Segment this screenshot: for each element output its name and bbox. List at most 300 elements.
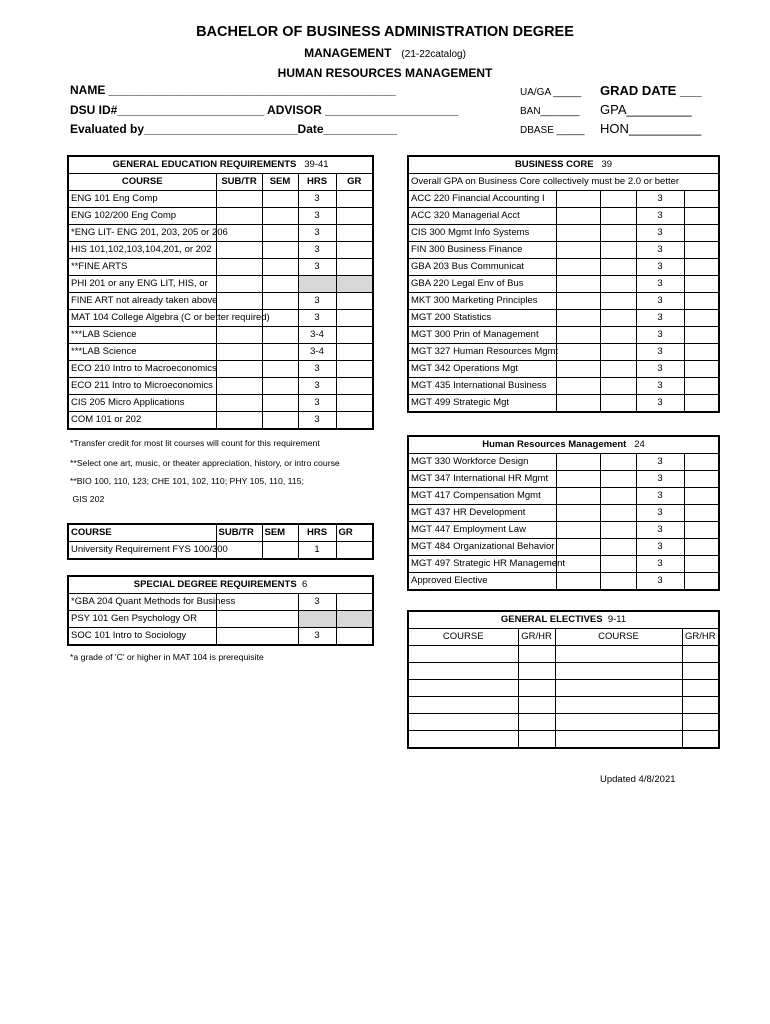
table-row xyxy=(408,454,719,471)
table-row xyxy=(408,395,719,413)
gr-cell[interactable] xyxy=(336,310,373,327)
course-name: MGT 417 Compensation Mgmt xyxy=(408,488,556,505)
sem-cell[interactable] xyxy=(262,412,298,430)
hrs-cell: 1 xyxy=(298,542,336,560)
gr-cell[interactable] xyxy=(684,225,719,242)
elective-course-cell[interactable] xyxy=(408,731,518,749)
gr-cell[interactable] xyxy=(684,344,719,361)
gr-cell[interactable] xyxy=(684,471,719,488)
course-name: MGT 347 International HR Mgmt xyxy=(408,471,556,488)
hrm-title: Human Resources Management xyxy=(482,439,627,450)
table-row xyxy=(408,259,719,276)
hrs-cell: 3 xyxy=(636,191,684,208)
hrs-cell: 3 xyxy=(636,488,684,505)
sem-cell[interactable] xyxy=(600,208,636,225)
course-name: MGT 327 Human Resources Mgmt xyxy=(408,344,556,361)
table-row xyxy=(408,697,719,714)
gr-cell[interactable] xyxy=(336,378,373,395)
subtr-cell[interactable] xyxy=(216,611,298,628)
course-name: ***LAB Science xyxy=(68,327,216,344)
gr-cell[interactable] xyxy=(684,395,719,413)
course-name: MGT 435 International Business xyxy=(408,378,556,395)
sem-cell[interactable] xyxy=(600,191,636,208)
sem-cell[interactable] xyxy=(600,276,636,293)
table-row xyxy=(68,594,373,611)
table-row xyxy=(68,191,373,208)
course-name: MGT 499 Strategic Mgt xyxy=(408,395,556,413)
evaluated-date-field[interactable]: Evaluated by_______________________Date___________ xyxy=(70,122,397,136)
subtr-cell[interactable] xyxy=(556,344,600,361)
gr-cell[interactable] xyxy=(684,310,719,327)
table-row xyxy=(68,310,373,327)
table-row xyxy=(68,225,373,242)
electives-header xyxy=(408,611,719,629)
table-row xyxy=(68,361,373,378)
sem-cell[interactable] xyxy=(262,378,298,395)
gen-ed-note: GIS 202 xyxy=(70,494,105,504)
subtr-cell[interactable] xyxy=(556,259,600,276)
sem-cell[interactable] xyxy=(600,344,636,361)
col-hrs: HRS xyxy=(298,174,336,191)
sem-cell[interactable] xyxy=(262,225,298,242)
special-hours: 6 xyxy=(301,579,308,590)
hrs-cell: 3 xyxy=(298,310,336,327)
course-name: PSY 101 Gen Psychology OR xyxy=(68,611,216,628)
elective-grhr-cell[interactable] xyxy=(682,714,719,731)
sem-cell[interactable] xyxy=(600,310,636,327)
hrs-cell: 3 xyxy=(298,395,336,412)
hrs-cell: 3 xyxy=(636,539,684,556)
course-name: GBA 203 Bus Communicat xyxy=(408,259,556,276)
subtr-cell[interactable] xyxy=(556,225,600,242)
course-name: CIS 300 Mgmt Info Systems xyxy=(408,225,556,242)
table-row xyxy=(408,573,719,591)
sem-cell[interactable] xyxy=(600,327,636,344)
hrm-header xyxy=(408,436,719,454)
table-row xyxy=(408,378,719,395)
hrs-cell: 3 xyxy=(636,395,684,413)
subtr-cell[interactable] xyxy=(216,259,262,276)
univ-req-table xyxy=(67,523,374,560)
sem-cell[interactable] xyxy=(262,259,298,276)
gpa-field[interactable]: GPA_________ xyxy=(600,102,692,117)
hrs-cell: 3 xyxy=(636,293,684,310)
table-row xyxy=(68,208,373,225)
gr-cell[interactable] xyxy=(336,208,373,225)
elective-course-cell[interactable] xyxy=(555,714,682,731)
sem-cell[interactable] xyxy=(600,293,636,310)
subtr-cell[interactable] xyxy=(556,505,600,522)
table-row xyxy=(68,395,373,412)
sem-cell[interactable] xyxy=(262,276,298,293)
hrs-cell: 3 xyxy=(636,378,684,395)
hrs-cell: 3 xyxy=(298,378,336,395)
hrs-cell: 3 xyxy=(636,505,684,522)
subtr-cell[interactable] xyxy=(556,191,600,208)
subtr-cell[interactable] xyxy=(556,522,600,539)
table-row xyxy=(408,646,719,663)
sem-cell[interactable] xyxy=(600,522,636,539)
course-name: PHI 201 or any ENG LIT, HIS, or xyxy=(68,276,216,293)
elective-grhr-cell[interactable] xyxy=(518,646,555,663)
gr-cell[interactable] xyxy=(336,225,373,242)
sem-cell[interactable] xyxy=(600,395,636,413)
program-name: MANAGEMENT xyxy=(304,46,392,60)
course-name: SOC 101 Intro to Sociology xyxy=(68,628,216,646)
table-row xyxy=(408,310,719,327)
core-subtitle: Overall GPA on Business Core collectively must be 2.0 or better xyxy=(408,174,719,191)
gr-cell[interactable] xyxy=(336,594,373,611)
col-gr: GR xyxy=(336,174,373,191)
table-row xyxy=(408,522,719,539)
hrs-cell: 3 xyxy=(636,344,684,361)
table-row xyxy=(408,556,719,573)
course-name: *ENG LIT- ENG 201, 203, 205 or 206 xyxy=(68,225,216,242)
sem-cell[interactable] xyxy=(600,454,636,471)
elective-course-cell[interactable] xyxy=(408,680,518,697)
gen-ed-note: **Select one art, music, or theater appreciation, history, or intro course xyxy=(70,458,340,468)
gr-cell[interactable] xyxy=(336,412,373,430)
sem-cell[interactable] xyxy=(600,225,636,242)
gr-cell[interactable] xyxy=(684,327,719,344)
hrs-cell: 3 xyxy=(636,454,684,471)
table-row xyxy=(408,471,719,488)
elec-col-grhr-1: GR/HR xyxy=(518,629,555,646)
core-header xyxy=(408,156,719,174)
hrs-cell: 3 xyxy=(298,242,336,259)
table-row xyxy=(408,327,719,344)
course-name: MAT 104 College Algebra (C or better required) xyxy=(68,310,216,327)
gr-cell[interactable] xyxy=(684,522,719,539)
course-name: MGT 200 Statistics xyxy=(408,310,556,327)
subtr-cell[interactable] xyxy=(216,628,298,646)
hrs-cell: 3 xyxy=(636,310,684,327)
table-row xyxy=(68,344,373,361)
sem-cell[interactable] xyxy=(600,505,636,522)
sem-cell[interactable] xyxy=(262,361,298,378)
hrs-cell: 3-4 xyxy=(298,327,336,344)
name-field[interactable]: NAME ___________________________________________ xyxy=(70,83,396,97)
gr-cell[interactable] xyxy=(336,259,373,276)
gen-ed-title: GENERAL EDUCATION REQUIREMENTS xyxy=(112,159,297,170)
gr-cell[interactable] xyxy=(684,573,719,591)
course-name: ECO 210 Intro to Macroeconomics xyxy=(68,361,216,378)
subtr-cell[interactable] xyxy=(556,471,600,488)
hrs-cell: 3 xyxy=(636,208,684,225)
univ-col-course: COURSE xyxy=(68,524,216,542)
document-title: BACHELOR OF BUSINESS ADMINISTRATION DEGREE xyxy=(196,24,574,40)
sem-cell[interactable] xyxy=(262,293,298,310)
subtr-cell[interactable] xyxy=(216,327,262,344)
sem-cell[interactable] xyxy=(600,361,636,378)
course-name: HIS 101,102,103,104,201, or 202 xyxy=(68,242,216,259)
ban-field[interactable]: BAN_______ xyxy=(520,106,580,117)
hrs-cell: 3 xyxy=(298,259,336,276)
table-row xyxy=(68,327,373,344)
hrs-cell: 3 xyxy=(298,208,336,225)
subtr-cell[interactable] xyxy=(556,573,600,591)
elective-course-cell[interactable] xyxy=(408,663,518,680)
special-note: *a grade of 'C' or higher in MAT 104 is prerequisite xyxy=(70,652,264,662)
dbase-field[interactable]: DBASE _____ xyxy=(520,125,585,136)
subtr-cell[interactable] xyxy=(216,378,262,395)
table-row xyxy=(408,208,719,225)
elective-course-cell[interactable] xyxy=(408,714,518,731)
col-course: COURSE xyxy=(68,174,216,191)
subtr-cell[interactable] xyxy=(216,361,262,378)
gr-cell[interactable] xyxy=(336,542,373,560)
course-name: MGT 300 Prin of Management xyxy=(408,327,556,344)
table-row xyxy=(68,259,373,276)
hrs-cell: 3 xyxy=(636,361,684,378)
course-name: FIN 300 Business Finance xyxy=(408,242,556,259)
sem-cell[interactable] xyxy=(262,344,298,361)
table-row xyxy=(68,242,373,259)
gr-cell[interactable] xyxy=(336,611,373,628)
gr-cell[interactable] xyxy=(336,191,373,208)
course-name: COM 101 or 202 xyxy=(68,412,216,430)
table-row xyxy=(68,276,373,293)
gr-cell[interactable] xyxy=(336,361,373,378)
univ-col-subtr: SUB/TR xyxy=(216,524,262,542)
business-core-table xyxy=(407,155,720,413)
subtr-cell[interactable] xyxy=(556,378,600,395)
subtr-cell[interactable] xyxy=(556,539,600,556)
sem-cell[interactable] xyxy=(262,395,298,412)
subtr-cell[interactable] xyxy=(216,242,262,259)
table-row xyxy=(408,505,719,522)
sem-cell[interactable] xyxy=(262,208,298,225)
hrs-cell: 3 xyxy=(298,628,336,646)
sem-cell[interactable] xyxy=(600,488,636,505)
elec-col-course-1: COURSE xyxy=(408,629,518,646)
table-row xyxy=(408,344,719,361)
col-sem: SEM xyxy=(262,174,298,191)
hrs-cell: 3 xyxy=(298,191,336,208)
table-row xyxy=(408,361,719,378)
hrs-cell: 3 xyxy=(636,259,684,276)
gen-ed-table xyxy=(67,155,374,430)
gr-cell[interactable] xyxy=(684,361,719,378)
course-name: University Requirement FYS 100/300 xyxy=(68,542,216,560)
sem-cell[interactable] xyxy=(600,242,636,259)
gen-ed-note: *Transfer credit for most lit courses will count for this requirement xyxy=(70,438,320,448)
dsu-advisor-field[interactable]: DSU ID#______________________ ADVISOR ____________________ xyxy=(70,103,459,117)
catalog-year: (21-22catalog) xyxy=(401,49,466,60)
hrs-cell: 3 xyxy=(298,293,336,310)
table-row xyxy=(408,731,719,749)
gr-cell[interactable] xyxy=(684,191,719,208)
special-title: SPECIAL DEGREE REQUIREMENTS xyxy=(133,579,297,590)
hrs-cell: 3 xyxy=(298,361,336,378)
course-name: ***LAB Science xyxy=(68,344,216,361)
elective-grhr-cell[interactable] xyxy=(682,731,719,749)
gr-cell[interactable] xyxy=(684,488,719,505)
course-name: CIS 205 Micro Applications xyxy=(68,395,216,412)
elective-course-cell[interactable] xyxy=(555,731,682,749)
elective-course-cell[interactable] xyxy=(555,663,682,680)
subtr-cell[interactable] xyxy=(216,293,262,310)
table-row xyxy=(408,276,719,293)
table-row xyxy=(408,225,719,242)
elective-grhr-cell[interactable] xyxy=(682,697,719,714)
course-name: ENG 101 Eng Comp xyxy=(68,191,216,208)
hrm-table xyxy=(407,435,720,591)
sem-cell[interactable] xyxy=(600,471,636,488)
elective-course-cell[interactable] xyxy=(408,646,518,663)
course-name: ECO 211 Intro to Microeconomics xyxy=(68,378,216,395)
gr-cell[interactable] xyxy=(684,378,719,395)
gr-cell[interactable] xyxy=(684,259,719,276)
hon-field[interactable]: HON__________ xyxy=(600,121,702,136)
gr-cell[interactable] xyxy=(336,327,373,344)
program-line xyxy=(0,46,770,60)
gr-cell[interactable] xyxy=(684,454,719,471)
table-row xyxy=(408,242,719,259)
course-name: Approved Elective xyxy=(408,573,556,591)
subtr-cell[interactable] xyxy=(216,208,262,225)
gr-cell[interactable] xyxy=(336,293,373,310)
hrs-cell: 3 xyxy=(636,522,684,539)
elective-grhr-cell[interactable] xyxy=(518,663,555,680)
table-row xyxy=(408,714,719,731)
uaga-field[interactable]: UA/GA _____ xyxy=(520,87,582,98)
hrs-cell: 3 xyxy=(298,412,336,430)
gr-cell[interactable] xyxy=(336,242,373,259)
hrs-cell: 3 xyxy=(636,276,684,293)
subtr-cell[interactable] xyxy=(216,412,262,430)
table-row xyxy=(408,539,719,556)
gr-cell[interactable] xyxy=(684,293,719,310)
subtr-cell[interactable] xyxy=(216,276,262,293)
sem-cell[interactable] xyxy=(262,327,298,344)
elec-col-grhr-2: GR/HR xyxy=(682,629,719,646)
subtr-cell[interactable] xyxy=(556,395,600,413)
elective-course-cell[interactable] xyxy=(408,697,518,714)
sem-cell[interactable] xyxy=(600,573,636,591)
hrs-cell xyxy=(298,276,336,293)
gr-cell[interactable] xyxy=(684,276,719,293)
sem-cell[interactable] xyxy=(262,191,298,208)
gr-cell[interactable] xyxy=(684,556,719,573)
special-req-table xyxy=(67,575,374,646)
elective-course-cell[interactable] xyxy=(555,697,682,714)
univ-col-sem: SEM xyxy=(262,524,298,542)
core-title: BUSINESS CORE xyxy=(514,159,594,170)
concentration-title: HUMAN RESOURCES MANAGEMENT xyxy=(277,66,493,80)
subtr-cell[interactable] xyxy=(556,208,600,225)
course-name: MGT 447 Employment Law xyxy=(408,522,556,539)
table-row xyxy=(408,488,719,505)
subtr-cell[interactable] xyxy=(556,327,600,344)
gr-cell[interactable] xyxy=(684,242,719,259)
sem-cell[interactable] xyxy=(600,259,636,276)
electives-table xyxy=(407,610,720,749)
subtr-cell[interactable] xyxy=(556,310,600,327)
hrs-cell: 3 xyxy=(636,242,684,259)
subtr-cell[interactable] xyxy=(556,293,600,310)
sem-cell[interactable] xyxy=(600,378,636,395)
subtr-cell[interactable] xyxy=(556,454,600,471)
subtr-cell[interactable] xyxy=(216,395,262,412)
table-row xyxy=(68,611,373,628)
subtr-cell[interactable] xyxy=(556,361,600,378)
course-name: ACC 220 Financial Accounting I xyxy=(408,191,556,208)
hrs-cell: 3 xyxy=(636,556,684,573)
elective-grhr-cell[interactable] xyxy=(518,714,555,731)
hrs-cell xyxy=(298,611,336,628)
gen-ed-hours: 39-41 xyxy=(304,159,329,170)
table-row xyxy=(408,663,719,680)
sem-cell[interactable] xyxy=(600,556,636,573)
gr-cell[interactable] xyxy=(336,395,373,412)
core-hours: 39 xyxy=(601,159,613,170)
elective-grhr-cell[interactable] xyxy=(518,680,555,697)
course-name: *GBA 204 Quant Methods for Business xyxy=(68,594,216,611)
course-name: ACC 320 Managerial Acct xyxy=(408,208,556,225)
table-row xyxy=(68,628,373,646)
hrs-cell: 3 xyxy=(636,225,684,242)
electives-title: GENERAL ELECTIVES xyxy=(500,614,603,625)
univ-col-hrs: HRS xyxy=(298,524,336,542)
gr-cell[interactable] xyxy=(336,276,373,293)
subtr-cell[interactable] xyxy=(216,191,262,208)
grad-date-field[interactable]: GRAD DATE ___ xyxy=(600,83,702,98)
sem-cell[interactable] xyxy=(600,539,636,556)
elective-grhr-cell[interactable] xyxy=(682,646,719,663)
elective-grhr-cell[interactable] xyxy=(518,697,555,714)
course-name: GBA 220 Legal Env of Bus xyxy=(408,276,556,293)
hrs-cell: 3 xyxy=(636,573,684,591)
sem-cell[interactable] xyxy=(262,242,298,259)
subtr-cell[interactable] xyxy=(556,276,600,293)
gr-cell[interactable] xyxy=(684,539,719,556)
univ-col-gr: GR xyxy=(336,524,373,542)
col-subtr: SUB/TR xyxy=(216,174,262,191)
hrm-hours: 24 xyxy=(634,439,645,450)
course-name: MKT 300 Marketing Principles xyxy=(408,293,556,310)
elective-grhr-cell[interactable] xyxy=(682,680,719,697)
gen-ed-note: **BIO 100, 110, 123; CHE 101, 102, 110; PHY 105, 110, 115; xyxy=(70,476,304,486)
gen-ed-header xyxy=(68,156,373,174)
elective-course-cell[interactable] xyxy=(555,680,682,697)
hrs-cell: 3 xyxy=(636,327,684,344)
gr-cell[interactable] xyxy=(684,505,719,522)
special-header xyxy=(68,576,373,594)
gr-cell[interactable] xyxy=(684,208,719,225)
sem-cell[interactable] xyxy=(262,542,298,560)
course-name: MGT 330 Workforce Design xyxy=(408,454,556,471)
gr-cell[interactable] xyxy=(336,344,373,361)
table-row xyxy=(408,293,719,310)
subtr-cell[interactable] xyxy=(216,344,262,361)
elective-course-cell[interactable] xyxy=(555,646,682,663)
course-name: MGT 437 HR Development xyxy=(408,505,556,522)
subtr-cell[interactable] xyxy=(556,488,600,505)
hrs-cell: 3 xyxy=(636,471,684,488)
gr-cell[interactable] xyxy=(336,628,373,646)
elective-grhr-cell[interactable] xyxy=(518,731,555,749)
course-name: MGT 497 Strategic HR Management xyxy=(408,556,556,573)
table-row xyxy=(68,293,373,310)
course-name: MGT 342 Operations Mgt xyxy=(408,361,556,378)
electives-hours: 9-11 xyxy=(607,614,627,625)
table-row xyxy=(68,542,373,560)
elective-grhr-cell[interactable] xyxy=(682,663,719,680)
course-name: FINE ART not already taken above xyxy=(68,293,216,310)
hrs-cell: 3-4 xyxy=(298,344,336,361)
subtr-cell[interactable] xyxy=(556,242,600,259)
